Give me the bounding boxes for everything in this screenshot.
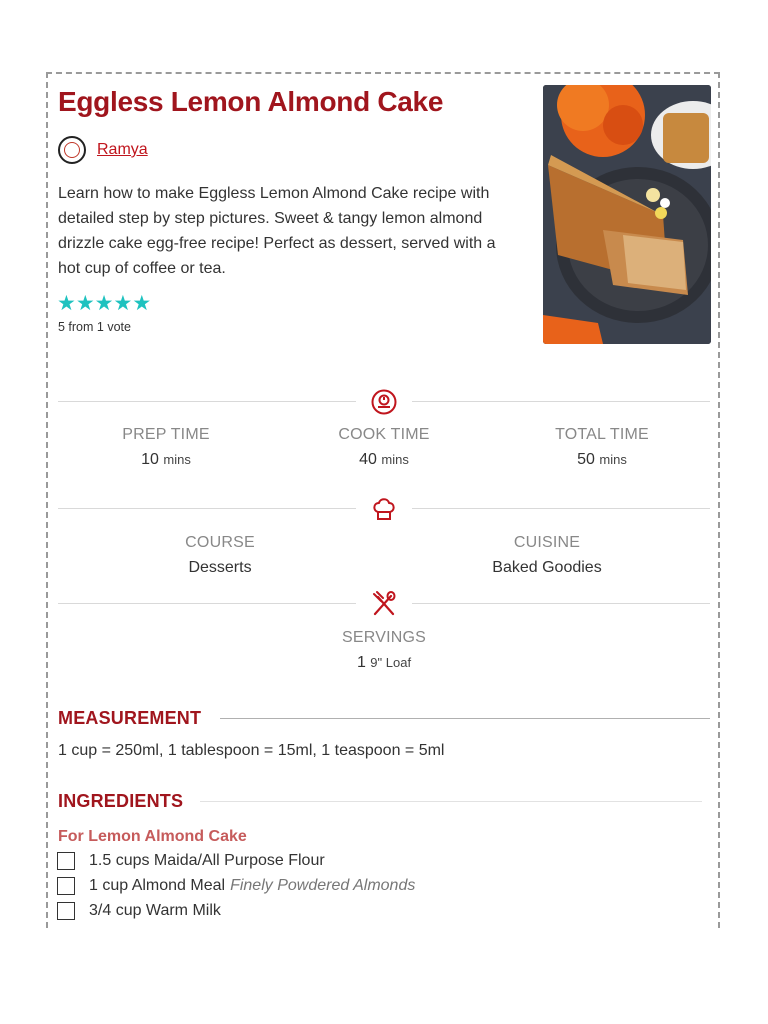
divider — [412, 401, 710, 402]
ingredients-heading: INGREDIENTS — [58, 791, 184, 811]
cuisine-value: Baked Goodies — [492, 559, 602, 576]
ingredient-checkbox[interactable] — [57, 902, 75, 920]
total-time — [492, 426, 712, 469]
prep-time-unit: mins — [163, 452, 191, 467]
divider — [58, 603, 356, 604]
servings-unit: 9" Loaf — [370, 655, 412, 670]
section-rule — [220, 718, 710, 719]
divider — [412, 508, 710, 509]
prep-time — [56, 426, 276, 469]
ingredient-text: 1 cup Almond Meal — [89, 876, 226, 894]
author-row — [58, 134, 148, 166]
ingredient-group-heading: For Lemon Almond Cake — [58, 828, 247, 845]
timer-icon — [369, 387, 399, 417]
section-rule — [200, 801, 702, 802]
total-time-label: TOTAL TIME — [555, 426, 649, 443]
measurement-heading: MEASUREMENT — [58, 708, 202, 728]
ingredient-item — [57, 873, 415, 898]
utensils-icon — [369, 589, 399, 619]
author-link[interactable]: Ramya — [97, 141, 148, 158]
course-label: COURSE — [185, 534, 255, 551]
divider — [58, 508, 356, 509]
divider — [58, 401, 356, 402]
cuisine — [437, 534, 657, 577]
course — [110, 534, 330, 577]
total-time-number: 50 — [577, 451, 595, 468]
star-icon[interactable]: ★ — [75, 292, 95, 315]
servings-label: SERVINGS — [342, 629, 426, 646]
rating-count: 5 from 1 vote — [58, 320, 131, 334]
measurement-text: 1 cup = 250ml, 1 tablespoon = 15ml, 1 teaspoon = 5ml — [58, 742, 445, 759]
ingredient-item — [57, 898, 415, 923]
ingredient-checkbox[interactable] — [57, 852, 75, 870]
recipe-photo — [543, 85, 711, 344]
cook-time-label: COOK TIME — [338, 426, 430, 443]
ingredient-item — [57, 848, 415, 873]
ingredient-note: Finely Powdered Almonds — [230, 876, 416, 894]
cuisine-label: CUISINE — [513, 534, 581, 551]
servings — [274, 629, 494, 672]
cook-time — [274, 426, 494, 469]
ingredient-checkbox[interactable] — [57, 877, 75, 895]
author-avatar — [58, 136, 86, 164]
star-icon[interactable]: ★ — [94, 292, 114, 315]
prep-time-label: PREP TIME — [122, 426, 210, 443]
rating-stars[interactable] — [57, 293, 151, 315]
ingredient-text: 3/4 cup Warm Milk — [89, 901, 221, 919]
recipe-title: Eggless Lemon Almond Cake — [58, 86, 444, 117]
star-icon[interactable]: ★ — [113, 292, 133, 315]
servings-value — [274, 654, 494, 672]
star-icon[interactable]: ★ — [132, 292, 152, 315]
cook-time-unit: mins — [381, 452, 409, 467]
prep-time-value — [56, 451, 276, 469]
total-time-value — [492, 451, 712, 469]
cook-time-number: 40 — [359, 451, 377, 468]
star-icon[interactable]: ★ — [57, 292, 76, 315]
total-time-unit: mins — [599, 452, 627, 467]
recipe-summary: Learn how to make Eggless Lemon Almond Cake recipe with detailed step by step pictures. Sweet & tangy lemon almond drizzle cake egg-free recipe! Perfect as dessert, served with a hot cup of coffee or tea. — [58, 185, 496, 277]
servings-number[interactable]: 1 — [356, 654, 366, 671]
cook-time-value — [274, 451, 494, 469]
ingredient-text: 1.5 cups Maida/All Purpose Flour — [89, 851, 325, 869]
ingredient-list — [57, 848, 415, 923]
prep-time-number: 10 — [141, 451, 159, 468]
divider — [412, 603, 710, 604]
chef-hat-icon — [369, 494, 399, 524]
course-value: Desserts — [188, 559, 252, 576]
